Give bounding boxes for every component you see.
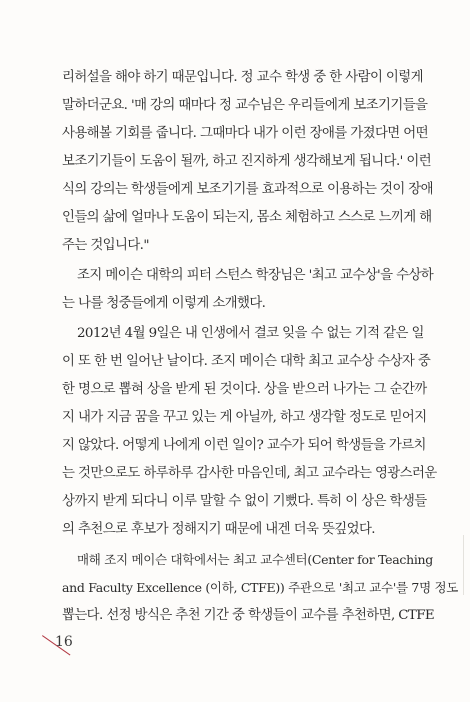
body-text-line: 인들의 삶에 얼마나 도움이 되는지, 몸소 체험하고 스스로 느끼게 해 [62,210,432,225]
page-fold-shadow [463,535,464,595]
body-text-line: 매해 조지 메이슨 대학에서는 최고 교수센터(Center for Teaching [77,552,433,567]
body-text-line: 는 것만으로도 하루하루 감사한 마음인데, 최고 교수라는 영광스러운 [62,466,437,481]
body-text-line: 조지 메이슨 대학의 피터 스턴스 학장님은 '최고 교수상'을 수상하 [77,268,434,283]
body-text-line: 지 않았다. 어떻게 나에게 이런 일이? 교수가 되어 학생들을 가르치 [62,438,426,453]
body-text-line: 사용해볼 기회를 줍니다. 그때마다 내가 이런 장애를 가졌다면 어떤 [62,126,428,141]
body-text-line: 식의 강의는 학생들에게 보조기기를 효과적으로 이용하는 것이 장애 [62,182,433,197]
body-text-line: 의 추천으로 후보가 정해지기 때문에 내겐 더욱 뜻깊었다. [62,522,375,537]
body-text-line: 한 명으로 뽑혀 상을 받게 된 것이다. 상을 받으러 나가는 그 순간까 [62,382,427,397]
body-text-line: 2012년 4월 9일은 내 인생에서 결코 잊을 수 없는 기적 같은 일 [77,326,424,341]
body-text-line: 상까지 받게 되다니 이루 말할 수 없이 기뻤다. 특히 이 상은 학생들 [62,494,427,509]
body-text-line: 지 내가 지금 꿈을 꾸고 있는 게 아닐까, 하고 생각할 정도로 믿어지 [62,410,427,425]
body-text-line: 는 나를 청중들에게 이렇게 소개했다. [62,296,266,311]
body-text-line: 이 또 한 번 일어난 날이다. 조지 메이슨 대학 최고 교수상 수상자 중 [62,354,431,369]
body-text-line: and Faculty Excellence (이하, CTFE)) 주관으로 '최고 교수'를 7명 정도 [62,580,459,595]
body-text-line: 주는 것입니다." [62,238,149,253]
body-text-line: 말하더군요. '매 강의 때마다 정 교수님은 우리들에게 보조기기들을 [62,98,428,113]
body-text-line: 보조기기들이 도움이 될까, 하고 진지하게 생각해보게 됩니다.' 이런 [62,154,432,169]
body-text-line: 리허설을 해야 하기 때문입니다. 정 교수 학생 중 한 사람이 이렇게 [62,70,423,85]
body-text-line: 뽑는다. 선정 방식은 추천 기간 중 학생들이 교수를 추천하면, CTFE [62,608,435,623]
page-number: 16 [55,634,73,650]
